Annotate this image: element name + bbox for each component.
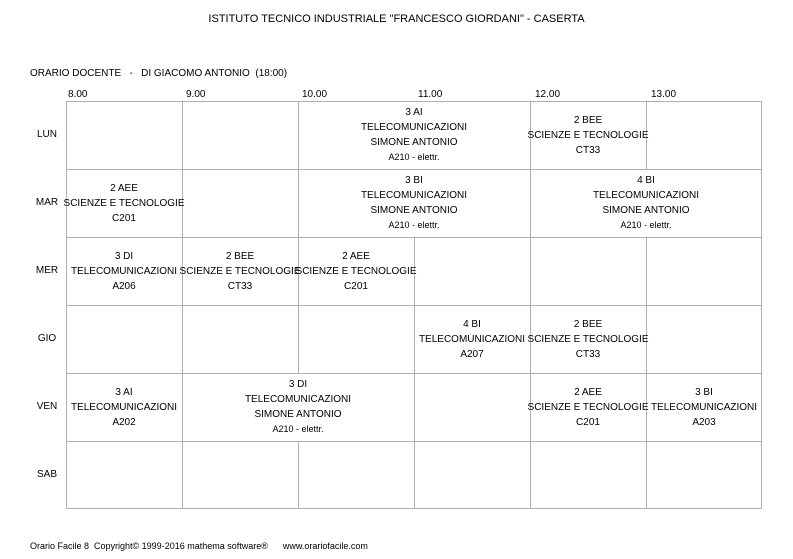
lesson-room: C201: [344, 280, 368, 292]
grid-line: [646, 237, 647, 305]
lesson-subject: SCIENZE E TECNOLOGIE: [527, 401, 649, 413]
day-label-mar: MAR: [35, 197, 59, 208]
lesson-room: A210 - elettr.: [620, 220, 672, 230]
grid-line: [298, 441, 299, 509]
lesson-class: 3 AI: [115, 386, 133, 398]
lesson-subject: TELECOMUNICAZIONI: [650, 401, 758, 413]
grid-line: [646, 441, 647, 509]
grid-line: [66, 441, 762, 442]
lesson-room: A202: [112, 416, 136, 428]
lesson-room: A207: [460, 348, 484, 360]
lesson-teacher: SIMONE ANTONIO: [370, 205, 458, 216]
lesson-cell[interactable]: [179, 237, 301, 305]
lesson-class: 2 AEE: [574, 386, 602, 398]
lesson-class: 2 BEE: [225, 250, 255, 262]
lesson-subject: SCIENZE E TECNOLOGIE: [295, 265, 417, 277]
lesson-subject: TELECOMUNICAZIONI: [592, 190, 700, 201]
day-label-gio: GIO: [37, 333, 57, 344]
lesson-cell[interactable]: [530, 169, 762, 237]
lesson-room: C201: [576, 416, 600, 428]
lesson-room: A210 - elettr.: [388, 152, 440, 162]
hour-label: 10.00: [302, 89, 328, 100]
day-label-sab: SAB: [36, 469, 57, 480]
grid-line: [182, 305, 183, 373]
grid-line: [182, 101, 183, 169]
lesson-subject: SCIENZE E TECNOLOGIE: [527, 333, 649, 345]
lesson-cell[interactable]: [295, 237, 417, 305]
lesson-class: 4 BI: [637, 175, 655, 186]
lesson-cell[interactable]: [182, 373, 414, 441]
lesson-subject: TELECOMUNICAZIONI: [360, 122, 468, 133]
lesson-cell[interactable]: [66, 237, 182, 305]
lesson-room: A206: [112, 280, 136, 292]
day-label-ven: VEN: [36, 401, 58, 412]
hour-label: 8.00: [68, 89, 88, 100]
hour-label: 11.00: [418, 89, 443, 100]
lesson-room: A210 - elettr.: [272, 424, 324, 434]
lesson-class: 3 DI: [288, 379, 308, 390]
lesson-subject: TELECOMUNICAZIONI: [70, 265, 178, 277]
day-label-mer: MER: [35, 265, 59, 276]
lesson-cell[interactable]: [646, 373, 762, 441]
lesson-subject: TELECOMUNICAZIONI: [418, 333, 526, 345]
lesson-class: 3 BI: [405, 175, 423, 186]
lesson-room: CT33: [575, 348, 601, 360]
page-title: ISTITUTO TECNICO INDUSTRIALE "FRANCESCO GIORDANI" - CASERTA: [208, 13, 585, 25]
teacher-schedule-heading: ORARIO DOCENTE - DI GIACOMO ANTONIO (18:00): [30, 68, 288, 79]
lesson-subject: SCIENZE E TECNOLOGIE: [63, 197, 185, 209]
lesson-cell[interactable]: [414, 305, 530, 373]
lesson-room: A210 - elettr.: [388, 220, 440, 230]
lesson-cell[interactable]: [298, 169, 530, 237]
lesson-room: CT33: [575, 144, 601, 156]
grid-line: [298, 305, 299, 373]
footer-copyright: Orario Facile 8 Copyright© 1999-2016 mathema software® www.orariofacile.com: [30, 541, 368, 551]
hour-label: 12.00: [535, 89, 561, 100]
lesson-class: 2 BEE: [573, 318, 603, 330]
lesson-subject: TELECOMUNICAZIONI: [70, 401, 178, 413]
grid-line: [530, 237, 531, 305]
lesson-cell[interactable]: [298, 101, 530, 169]
lesson-teacher: SIMONE ANTONIO: [370, 137, 458, 148]
lesson-room: C201: [112, 212, 136, 224]
grid-line: [182, 441, 183, 509]
lesson-cell[interactable]: [66, 373, 182, 441]
lesson-subject: TELECOMUNICAZIONI: [244, 394, 352, 405]
lesson-cell[interactable]: [63, 169, 185, 237]
grid-line: [530, 441, 531, 509]
grid-line: [414, 373, 415, 441]
day-label-lun: LUN: [36, 129, 57, 140]
lesson-class: 2 BEE: [573, 114, 603, 126]
lesson-room: CT33: [227, 280, 253, 292]
hour-label: 13.00: [651, 89, 677, 100]
lesson-class: 3 AI: [405, 107, 423, 118]
lesson-cell[interactable]: [527, 305, 649, 373]
lesson-class: 4 BI: [463, 318, 481, 330]
lesson-cell[interactable]: [527, 373, 649, 441]
lesson-room: A203: [692, 416, 716, 428]
lesson-subject: TELECOMUNICAZIONI: [360, 190, 468, 201]
hour-label: 9.00: [186, 89, 206, 100]
lesson-subject: SCIENZE E TECNOLOGIE: [179, 265, 301, 277]
lesson-class: 2 AEE: [342, 250, 370, 262]
lesson-teacher: SIMONE ANTONIO: [602, 205, 690, 216]
lesson-class: 3 DI: [114, 250, 134, 262]
grid-line: [414, 441, 415, 509]
lesson-class: 2 AEE: [110, 182, 138, 194]
lesson-cell[interactable]: [527, 101, 649, 169]
lesson-teacher: SIMONE ANTONIO: [254, 409, 342, 420]
lesson-subject: SCIENZE E TECNOLOGIE: [527, 129, 649, 141]
lesson-class: 3 BI: [695, 386, 713, 398]
